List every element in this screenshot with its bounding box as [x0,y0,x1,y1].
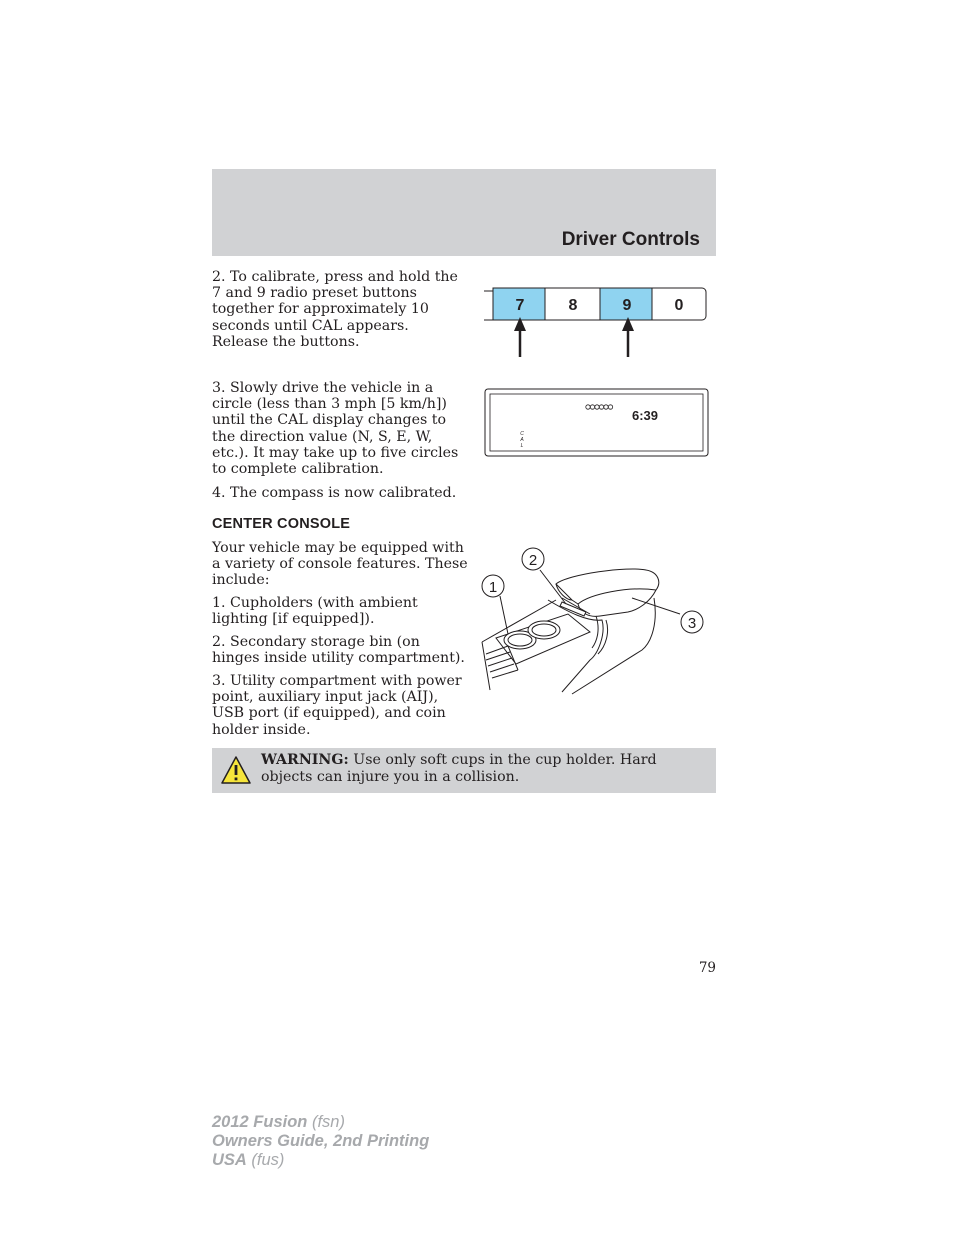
footer [212,1113,429,1170]
section-title: Driver Controls [561,229,700,250]
warning-triangle-icon [220,755,252,785]
cal-letter-l: L [520,443,524,449]
arrow-up-icon [514,317,526,357]
footer-line-3: USA (fus) [212,1151,285,1169]
warning-message: Use only soft cups in the cup holder. Hard objects can injure you in a collision. [261,752,657,785]
warning-box [212,748,716,793]
preset-label-0: 0 [674,297,684,314]
section-header-band [212,169,716,256]
console-item-3: 3. Utility compartment with power point, auxiliary input jack (AIJ), USB port (if equipped), and coin holder inside. [212,673,462,738]
step-2-text: 2. To calibrate, press and hold the 7 and 9 radio preset buttons together for approximately 10 seconds until CAL appears. Release the buttons. [212,269,458,350]
center-console-heading: CENTER CONSOLE [212,516,351,532]
callout-3-label: 3 [687,615,697,632]
cal-letter-a: A [520,437,524,443]
callout-2-label: 2 [528,552,538,569]
arrow-up-icon [622,317,634,357]
callout-1 [482,575,504,597]
callout-3 [681,611,703,633]
callout-1-label: 1 [488,579,498,596]
radio-preset-buttons-figure [484,284,710,360]
warning-text [261,752,709,786]
center-console-illustration [478,542,714,702]
clock-time: 6:39 [632,408,659,423]
console-item-1: 1. Cupholders (with ambient lighting [if equipped]). [212,595,418,628]
console-item-2: 2. Secondary storage bin (on hinges inside utility compartment). [212,634,465,667]
page-number: 79 [698,960,716,976]
compass-display-figure [484,388,710,458]
preset-label-9: 9 [622,297,632,314]
footer-line-2: Owners Guide, 2nd Printing [212,1132,430,1150]
warning-label: WARNING: [261,752,349,768]
cal-letter-c: C [520,431,524,437]
step-4-text: 4. The compass is now calibrated. [212,485,457,501]
callout-2 [522,548,544,570]
preset-label-7: 7 [515,297,525,314]
footer-line-1: 2012 Fusion (fsn) [212,1113,345,1131]
preset-label-8: 8 [568,297,578,314]
center-console-intro: Your vehicle may be equipped with a variety of console features. These include: [212,540,468,589]
step-3-text: 3. Slowly drive the vehicle in a circle (less than 3 mph [5 km/h]) until the CAL display changes to the direction value (N, S, E, W, etc.). It may take up to five circles to complete calibration. [212,380,459,478]
